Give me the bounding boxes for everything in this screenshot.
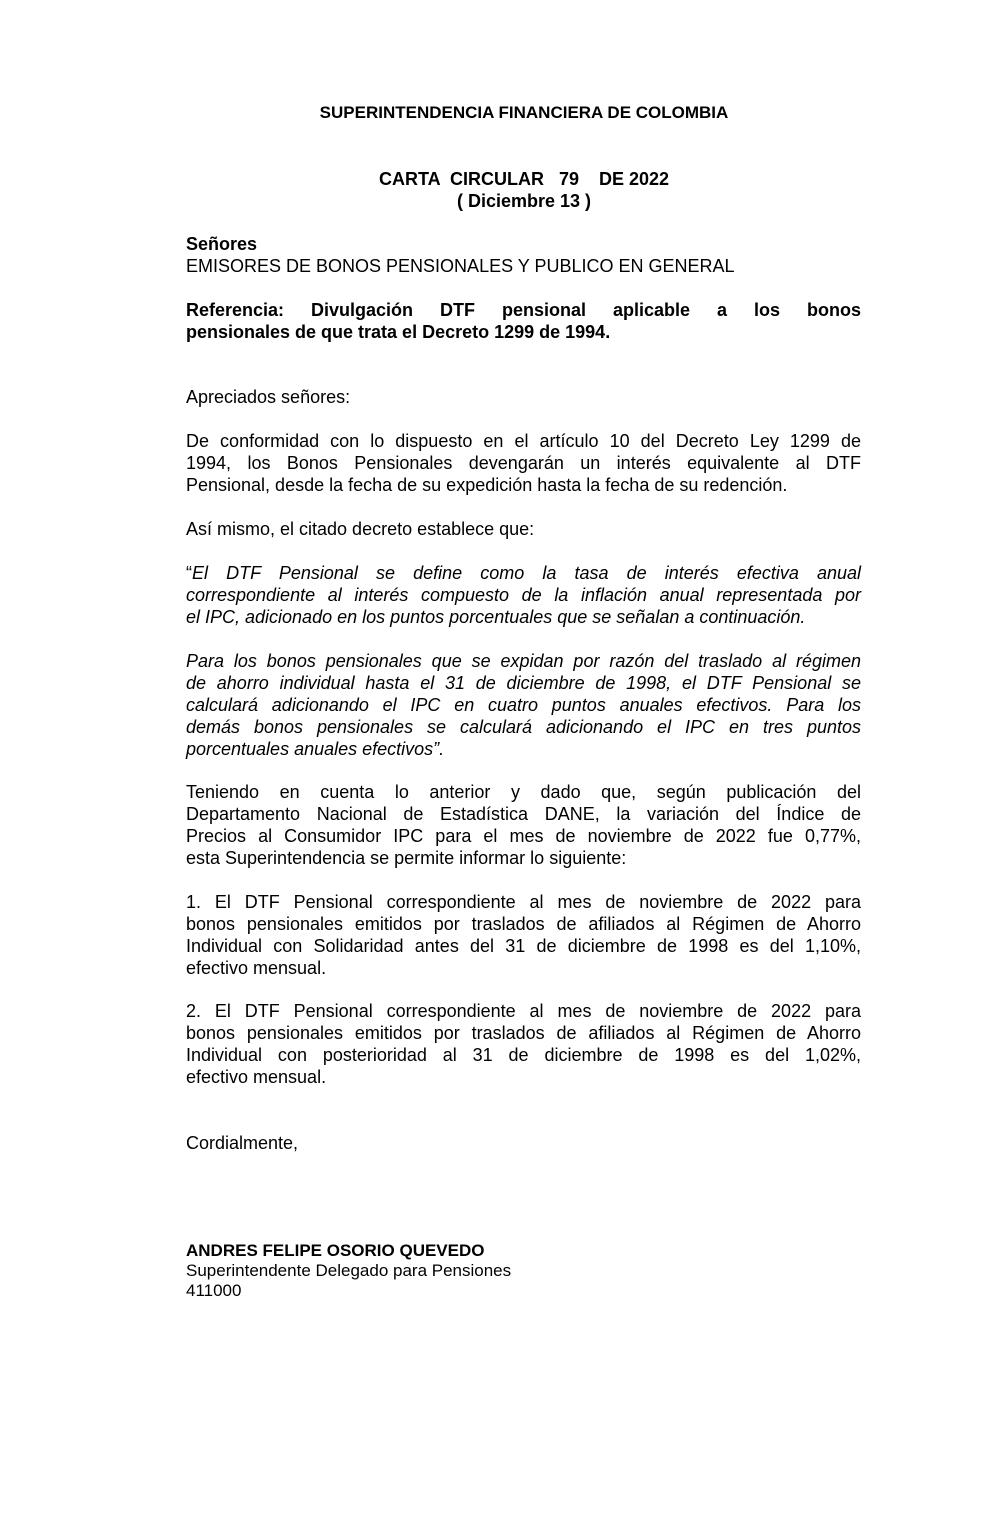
paragraph-line: esta Superintendencia se permite informar lo siguiente: [186,848,627,868]
item-two [186,1000,861,1088]
addressees: EMISORES DE BONOS PENSIONALES Y PUBLICO EN GENERAL [186,256,735,276]
quote-line: demás bonos pensionales se calculará adicionando el IPC en tres puntos [186,717,861,737]
paragraph-line: Pensional, desde la fecha de su expedición hasta la fecha de su redención. [186,475,788,495]
salutation-label: Señores [186,234,258,254]
open-quote: “ [186,563,192,583]
circular-date: ( Diciembre 13 ) [456,191,592,211]
paragraph-line: Teniendo en cuenta lo anterior y dado que, según publicación del [186,782,861,802]
item-line: 1. El DTF Pensional correspondiente al mes de noviembre de 2022 para [186,892,861,912]
quote-line: Para los bonos pensionales que se expidan por razón del traslado al régimen [186,651,861,671]
quote-definition [186,562,861,628]
reference-line: Referencia: Divulgación DTF pensional aplicable a los bonos [186,300,861,320]
item-line: bonos pensionales emitidos por traslados de afiliados al Régimen de Ahorro [186,914,861,934]
paragraph-decree-intro: Así mismo, el citado decreto establece que: [186,519,535,539]
reference-line: pensionales de que trata el Decreto 1299 de 1994. [186,322,611,342]
institution-heading: SUPERINTENDENCIA FINANCIERA DE COLOMBIA [319,103,729,122]
paragraph-line: Departamento Nacional de Estadística DANE, la variación del Índice de [186,804,861,824]
quote-points [186,650,861,760]
item-line: efectivo mensual. [186,958,327,978]
signatory-name: ANDRES FELIPE OSORIO QUEVEDO [186,1241,485,1260]
quote-line: de ahorro individual hasta el 31 de diciembre de 1998, el DTF Pensional se [186,673,861,693]
paragraph-ipc [186,781,861,869]
quote-line: el IPC, adicionado en los puntos porcentuales que se señalan a continuación. [186,607,806,627]
circular-title: CARTA CIRCULAR 79 DE 2022 [378,169,670,189]
quote-line: “El DTF Pensional se define como la tasa de interés efectiva anual [186,563,861,583]
signatory-title: Superintendente Delegado para Pensiones [186,1261,512,1280]
paragraph-line: 1994, los Bonos Pensionales devengarán un interés equivalente al DTF [186,453,861,473]
item-line: bonos pensionales emitidos por traslados de afiliados al Régimen de Ahorro [186,1023,861,1043]
reference-block [186,299,861,343]
paragraph-line: De conformidad con lo dispuesto en el artículo 10 del Decreto Ley 1299 de [186,431,861,451]
paragraph-line: Precios al Consumidor IPC para el mes de noviembre de 2022 fue 0,77%, [186,826,861,846]
closing: Cordialmente, [186,1133,299,1153]
item-line: efectivo mensual. [186,1067,327,1087]
quote-line: porcentuales anuales efectivos”. [186,739,445,759]
greeting: Apreciados señores: [186,387,351,407]
quote-line: calculará adicionando el IPC en cuatro puntos anuales efectivos. Para los [186,695,861,715]
item-line: Individual con Solidaridad antes del 31 de diciembre de 1998 es del 1,10%, [186,936,861,956]
signatory-code: 411000 [186,1281,242,1300]
item-one [186,891,861,979]
paragraph-legal-basis [186,430,861,496]
item-line: Individual con posterioridad al 31 de diciembre de 1998 es del 1,02%, [186,1045,861,1065]
quote-line: correspondiente al interés compuesto de la inflación anual representada por [186,585,861,605]
item-line: 2. El DTF Pensional correspondiente al mes de noviembre de 2022 para [186,1001,861,1021]
